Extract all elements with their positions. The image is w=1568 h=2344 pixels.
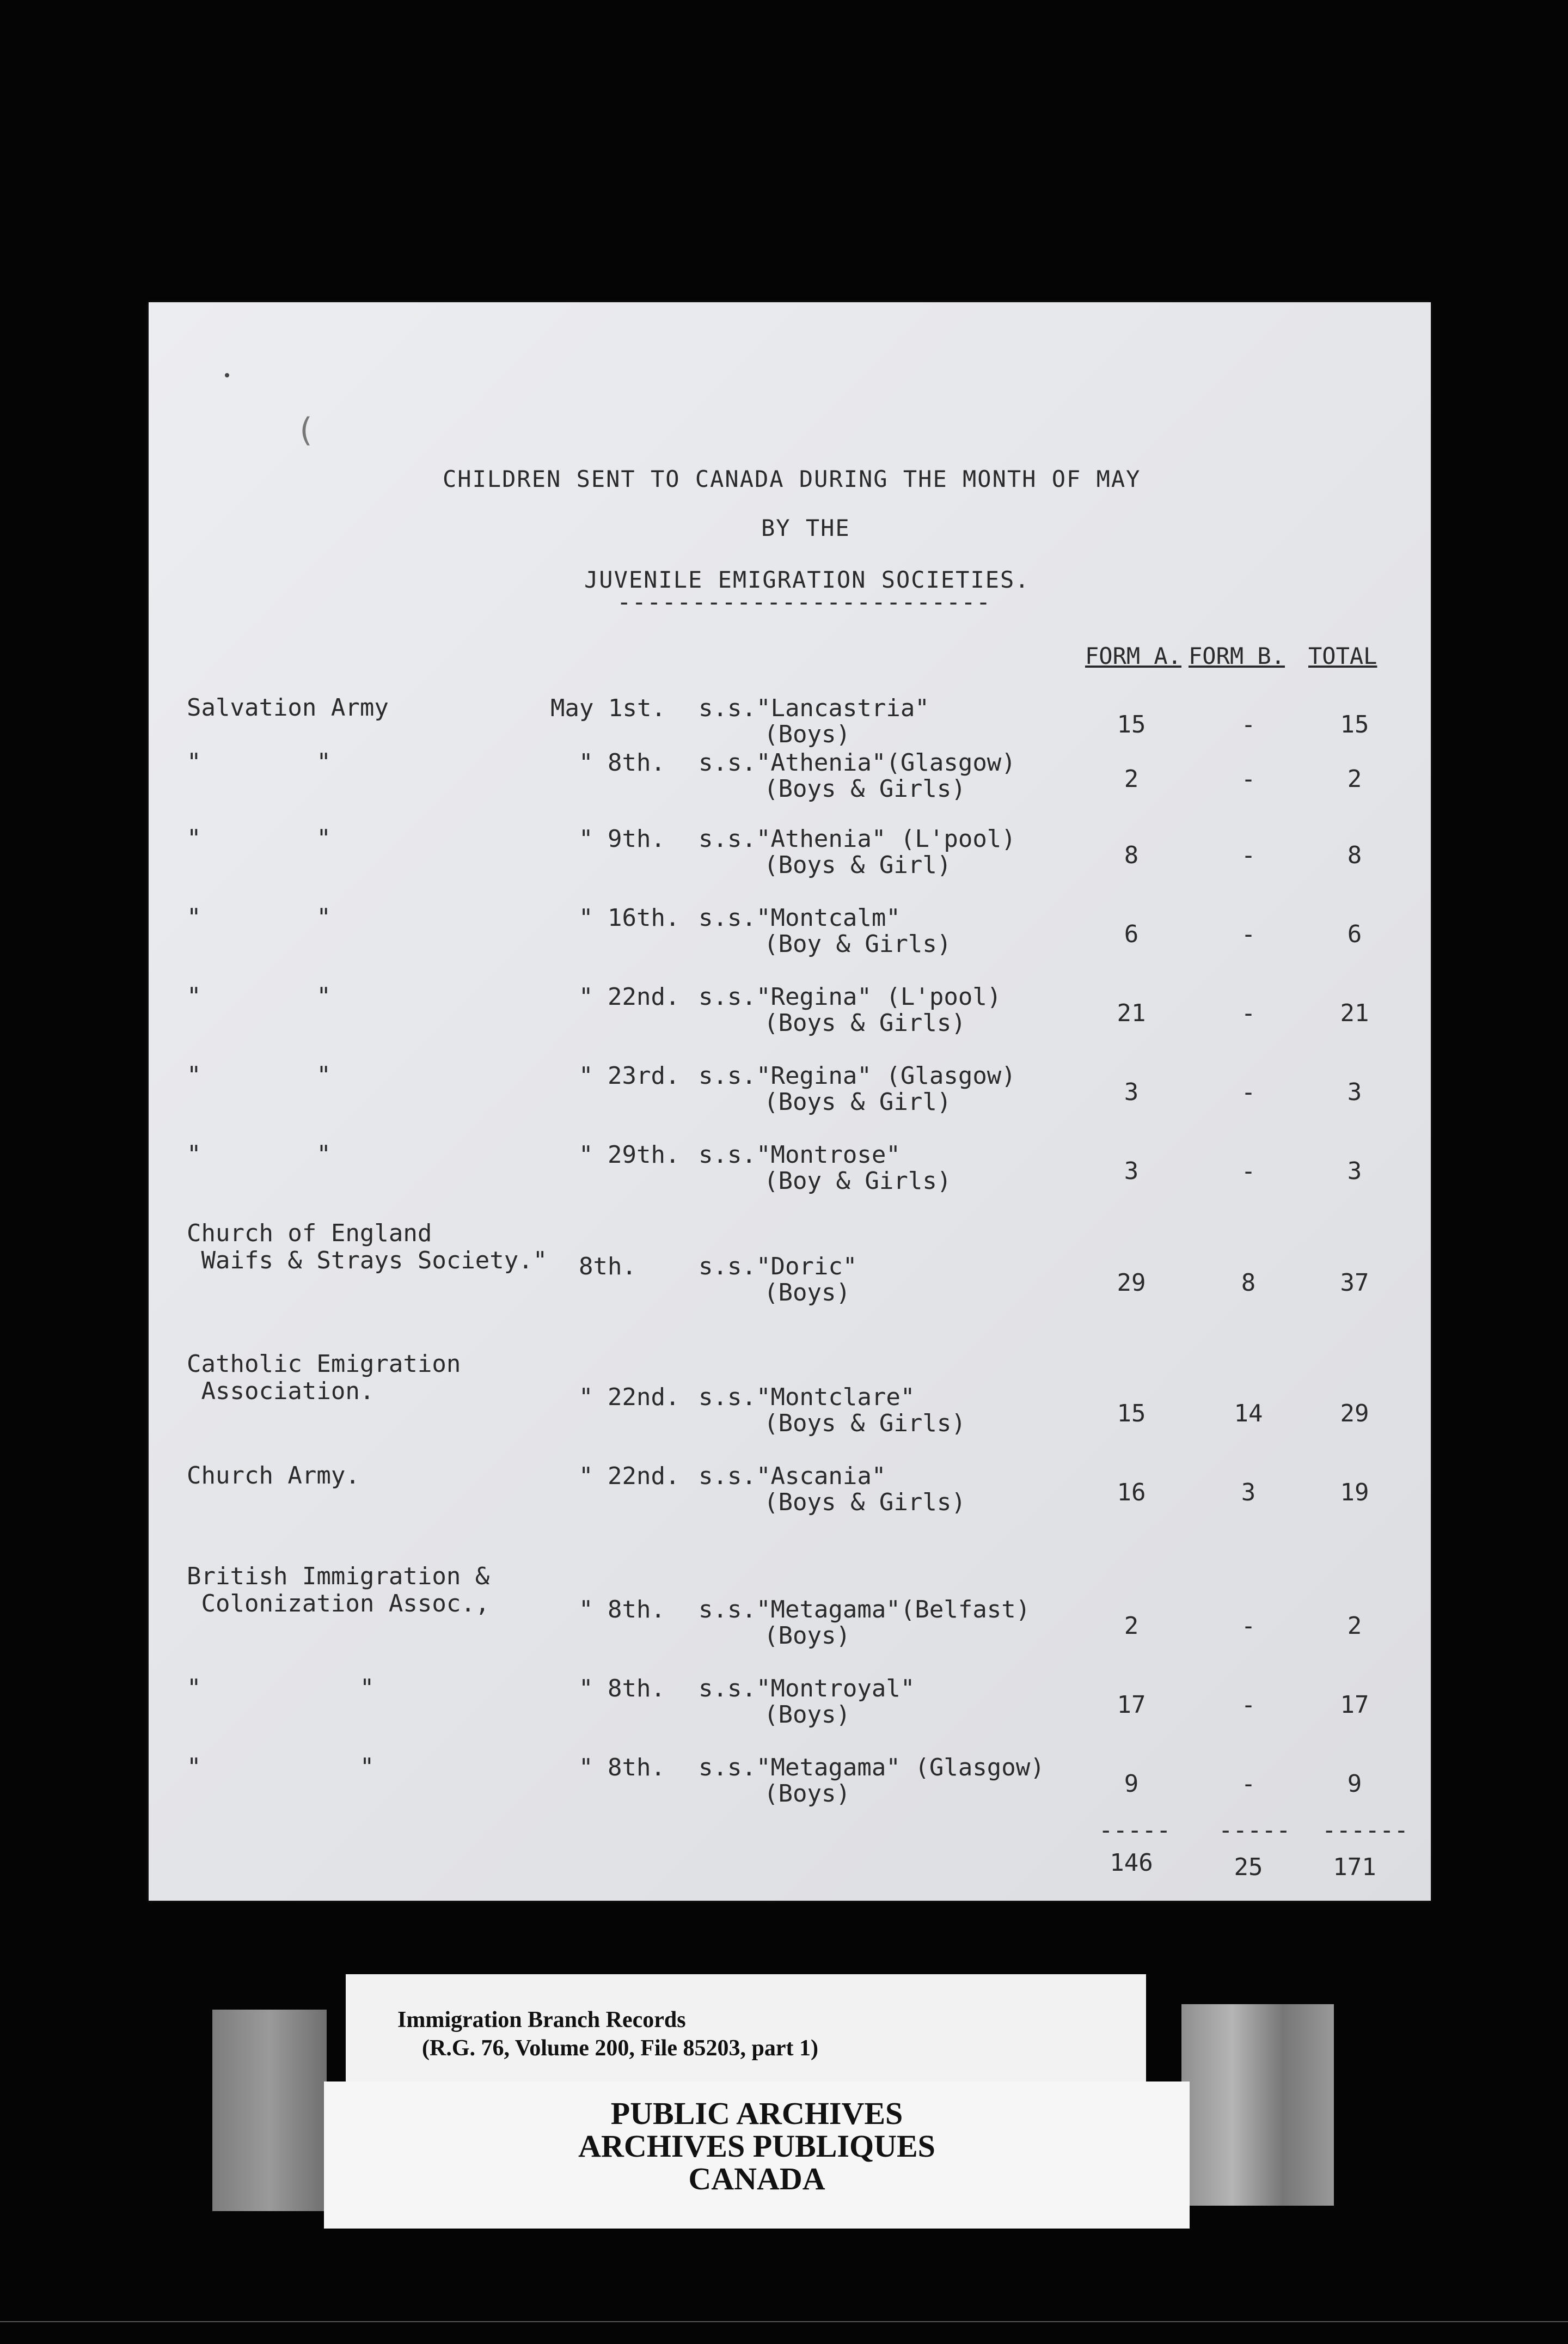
row-date: " 22nd. (579, 1462, 680, 1490)
speck (225, 373, 229, 377)
header-total: TOTAL (1308, 643, 1377, 669)
row-form-b: - (1241, 999, 1256, 1027)
row-society: Catholic Emigration Association. (187, 1350, 461, 1405)
row-form-b: - (1241, 1691, 1256, 1719)
row-form-a: 15 (1117, 1400, 1146, 1427)
row-passengers: (Boys & Girls) (764, 775, 966, 803)
stamp-line-2: ARCHIVES PUBLIQUES (578, 2128, 935, 2164)
row-ship: s.s."Doric" (699, 1253, 857, 1280)
row-form-b: - (1241, 1612, 1256, 1640)
sum-form-a: 146 (1110, 1849, 1153, 1877)
row-society: " " (187, 825, 331, 852)
row-form-a: 17 (1117, 1691, 1146, 1719)
row-passengers: (Boys) (764, 1622, 850, 1650)
title-line-1: CHILDREN SENT TO CANADA DURING THE MONTH OF MAY (443, 466, 1141, 492)
records-label (346, 1974, 1146, 2089)
label-clip-right (1181, 2004, 1334, 2206)
row-form-b: - (1241, 1078, 1256, 1106)
header-form-b: FORM B. (1189, 643, 1285, 669)
row-total: 37 (1340, 1269, 1369, 1297)
title-underline: ------------------------- (617, 588, 991, 616)
row-form-a: 16 (1117, 1479, 1146, 1506)
row-total: 6 (1347, 920, 1362, 948)
row-form-a: 6 (1124, 920, 1139, 948)
row-ship: s.s."Ascania" (699, 1462, 886, 1490)
title-line-2: BY THE (761, 515, 850, 541)
archives-stamp (324, 2081, 1190, 2229)
row-total: 8 (1347, 841, 1362, 869)
row-passengers: (Boys & Girls) (764, 1488, 966, 1516)
row-society: " " (187, 1140, 331, 1168)
row-passengers: (Boys & Girl) (764, 1088, 952, 1116)
row-ship: s.s."Regina" (Glasgow) (699, 1062, 1016, 1090)
label-clip-left (212, 2010, 327, 2211)
row-date: " 22nd. (579, 983, 680, 1011)
row-form-b: 3 (1241, 1479, 1256, 1506)
row-passengers: (Boys) (764, 1701, 850, 1729)
records-line-2: (R.G. 76, Volume 200, File 85203, part 1) (422, 2036, 818, 2061)
rule-form-b: ----- (1218, 1816, 1291, 1844)
row-form-b: 14 (1234, 1400, 1263, 1427)
row-form-b: - (1241, 1770, 1256, 1798)
row-passengers: (Boys) (764, 1279, 850, 1307)
row-ship: s.s."Montcalm" (699, 904, 901, 932)
header-form-a: FORM A. (1085, 643, 1182, 669)
row-date: 8th. (579, 1253, 636, 1280)
row-ship: s.s."Montrose" (699, 1141, 901, 1169)
punch-mark: ( (296, 411, 316, 449)
row-date: " 9th. (579, 825, 665, 853)
row-total: 17 (1340, 1691, 1369, 1719)
row-total: 29 (1340, 1400, 1369, 1427)
row-society: Church Army. (187, 1462, 360, 1490)
row-total: 19 (1340, 1479, 1369, 1506)
row-ship: s.s."Metagama" (Glasgow) (699, 1754, 1045, 1781)
row-form-b: - (1241, 841, 1256, 869)
row-form-a: 29 (1117, 1269, 1146, 1297)
row-ship: s.s."Athenia" (L'pool) (699, 825, 1016, 853)
row-society: Church of England Waifs & Strays Society." (187, 1219, 548, 1274)
row-passengers: (Boys & Girls) (764, 1009, 966, 1037)
row-form-a: 15 (1117, 711, 1146, 738)
row-date: " 8th. (579, 749, 665, 777)
row-ship: s.s."Metagama"(Belfast) (699, 1596, 1031, 1623)
document-page (149, 302, 1431, 1901)
row-form-b: - (1241, 1157, 1256, 1185)
row-passengers: (Boy & Girls) (764, 1167, 952, 1195)
row-date: " 29th. (579, 1141, 680, 1169)
row-date: " 8th. (579, 1675, 665, 1702)
row-form-b: 8 (1241, 1269, 1256, 1297)
row-ship: s.s."Montclare" (699, 1383, 915, 1411)
row-total: 2 (1347, 765, 1362, 793)
row-ship: s.s."Regina" (L'pool) (699, 983, 1002, 1011)
stamp-line-3: CANADA (688, 2161, 825, 2196)
row-society: British Immigration & Colonization Assoc., (187, 1562, 490, 1617)
row-date: " 16th. (579, 904, 680, 932)
row-form-b: - (1241, 920, 1256, 948)
row-society: " " (187, 982, 331, 1010)
row-form-a: 3 (1124, 1157, 1139, 1185)
row-society: " " (187, 904, 331, 931)
row-passengers: (Boys) (764, 1780, 850, 1808)
row-form-a: 8 (1124, 841, 1139, 869)
row-total: 21 (1340, 999, 1369, 1027)
row-ship: s.s."Montroyal" (699, 1675, 915, 1702)
row-society: " " (187, 1674, 375, 1702)
row-form-a: 3 (1124, 1078, 1139, 1106)
row-society: " " (187, 748, 331, 776)
row-date: " 23rd. (579, 1062, 680, 1090)
row-society: Salvation Army (187, 694, 389, 722)
row-passengers: (Boys & Girls) (764, 1409, 966, 1437)
row-total: 2 (1347, 1612, 1362, 1640)
sum-form-b: 25 (1234, 1853, 1263, 1881)
row-passengers: (Boy & Girls) (764, 930, 952, 958)
row-form-a: 2 (1124, 1612, 1139, 1640)
row-date: " 8th. (579, 1596, 665, 1623)
rule-form-a: ----- (1099, 1816, 1171, 1844)
title-line-3: JUVENILE EMIGRATION SOCIETIES. (584, 566, 1030, 593)
row-total: 3 (1347, 1157, 1362, 1185)
row-date: " 8th. (579, 1754, 665, 1781)
row-society: " " (187, 1061, 331, 1089)
row-form-a: 9 (1124, 1770, 1139, 1798)
row-passengers: (Boys) (764, 721, 850, 748)
row-total: 3 (1347, 1078, 1362, 1106)
row-form-b: - (1241, 711, 1256, 738)
records-line-1: Immigration Branch Records (397, 2007, 686, 2032)
row-society: " " (187, 1753, 375, 1781)
row-form-b: - (1241, 765, 1256, 793)
row-passengers: (Boys & Girl) (764, 851, 952, 879)
row-total: 9 (1347, 1770, 1362, 1798)
row-date: May 1st. (550, 694, 666, 722)
stamp-line-1: PUBLIC ARCHIVES (610, 2096, 903, 2131)
rule-total: ------ (1322, 1816, 1408, 1844)
row-form-a: 21 (1117, 999, 1146, 1027)
sum-total: 171 (1333, 1853, 1376, 1881)
row-date: " 22nd. (579, 1383, 680, 1411)
row-total: 15 (1340, 711, 1369, 738)
bottom-rule (0, 2321, 1568, 2322)
row-ship: s.s."Athenia"(Glasgow) (699, 749, 1016, 777)
row-form-a: 2 (1124, 765, 1139, 793)
row-ship: s.s."Lancastria" (699, 694, 929, 722)
